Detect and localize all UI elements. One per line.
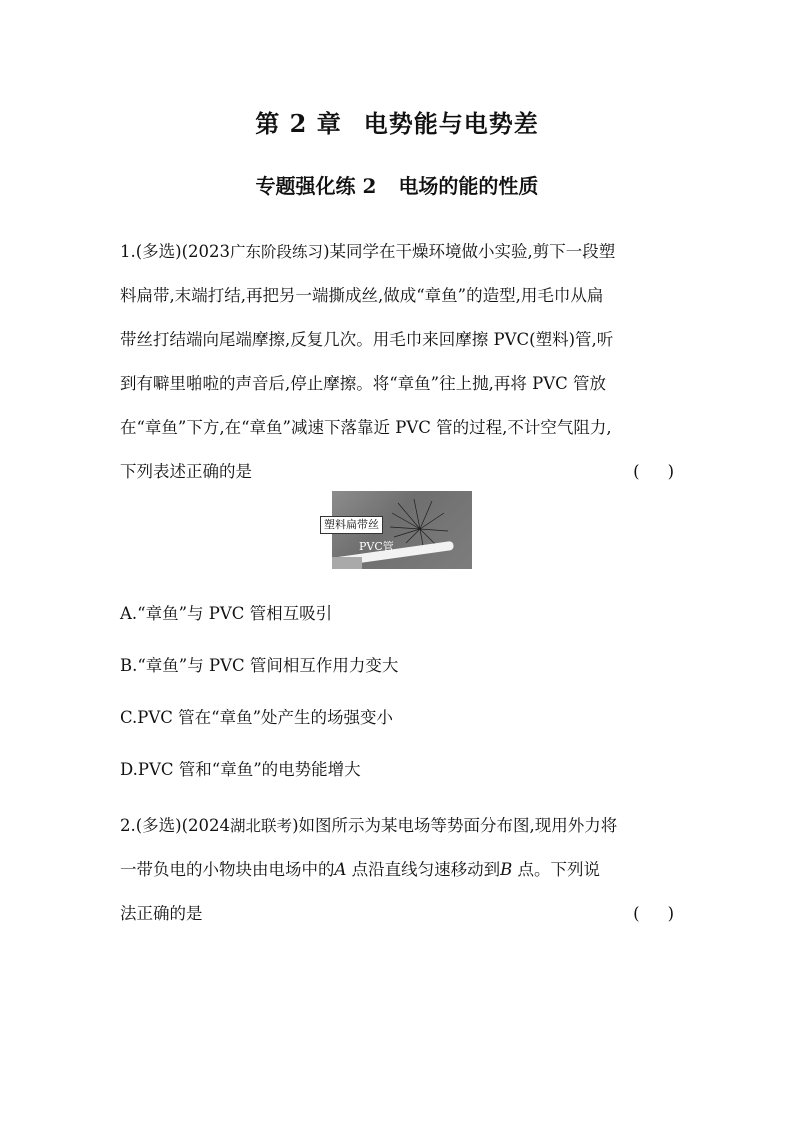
- option-a: A.“章鱼”与 PVC 管相互吸引: [120, 604, 333, 623]
- section-name: 电场的能的性质: [398, 174, 539, 198]
- q2-line-2: [120, 848, 680, 892]
- q1-line-4: 到有噼里啪啦的声音后,停止摩擦。将“章鱼”往上抛,再将 PVC 管放: [120, 374, 606, 393]
- figure-label-plastic-strip: 塑料扁带丝: [320, 516, 383, 534]
- q2-line2-text-b: 点沿直线匀速移动到: [346, 860, 501, 879]
- q1-line-5: 在“章鱼”下方,在“章鱼”减速下落靠近 PVC 管的过程,不计空气阻力,: [120, 418, 612, 437]
- question-2: [120, 804, 680, 936]
- q2-line-1: [120, 804, 680, 848]
- hand-shadow: [332, 557, 362, 569]
- question-1: [120, 230, 680, 494]
- q2-prefix: 2.(多选)(2024: [120, 816, 231, 835]
- q2-line1-text: )如图所示为某电场等势面分布图,现用外力将: [292, 816, 618, 835]
- q2-line2-text-c: 点。下列说: [512, 860, 601, 879]
- q1-line-3: 带丝打结端向尾端摩擦,反复几次。用毛巾来回摩擦 PVC(塑料)管,听: [120, 330, 614, 349]
- q1-prefix: 1.(多选)(2023: [120, 242, 231, 261]
- q2-stem-end: 法正确的是: [120, 904, 203, 923]
- q1-line-2: 料扁带,末端打结,再把另一端撕成丝,做成“章鱼”的造型,用毛巾从扁: [120, 286, 604, 305]
- option-b: B.“章鱼”与 PVC 管间相互作用力变大: [120, 656, 399, 675]
- q1-line-1: [120, 230, 680, 274]
- q1-source: 广东阶段练习: [230, 243, 324, 261]
- q1-line1-text: )某同学在干燥环境做小实验,剪下一段塑: [323, 242, 616, 261]
- q2-source: 湖北联考: [230, 817, 293, 835]
- section-title: [0, 170, 794, 199]
- chapter-title: [0, 104, 794, 139]
- option-d: D.PVC 管和“章鱼”的电势能增大: [120, 760, 361, 779]
- figure-label-pvc-tube: PVC管: [359, 540, 394, 553]
- chapter-name: 电势能与电势差: [363, 109, 539, 138]
- q2-line-3: [120, 892, 680, 936]
- q1-answer-bracket: ( ): [633, 462, 674, 481]
- option-c: C.PVC 管在“章鱼”处产生的场强变小: [120, 708, 394, 727]
- point-a-label: A: [334, 860, 347, 879]
- q1-line-6: [120, 450, 680, 494]
- chapter-number: 第 2 章: [255, 109, 342, 138]
- q2-line2-text-a: 一带负电的小物块由电场中的: [120, 860, 335, 879]
- section-number: 专题强化练 2: [255, 174, 377, 198]
- q2-answer-bracket: ( ): [633, 904, 674, 923]
- q1-stem-end: 下列表述正确的是: [120, 462, 252, 481]
- point-b-label: B: [500, 860, 513, 879]
